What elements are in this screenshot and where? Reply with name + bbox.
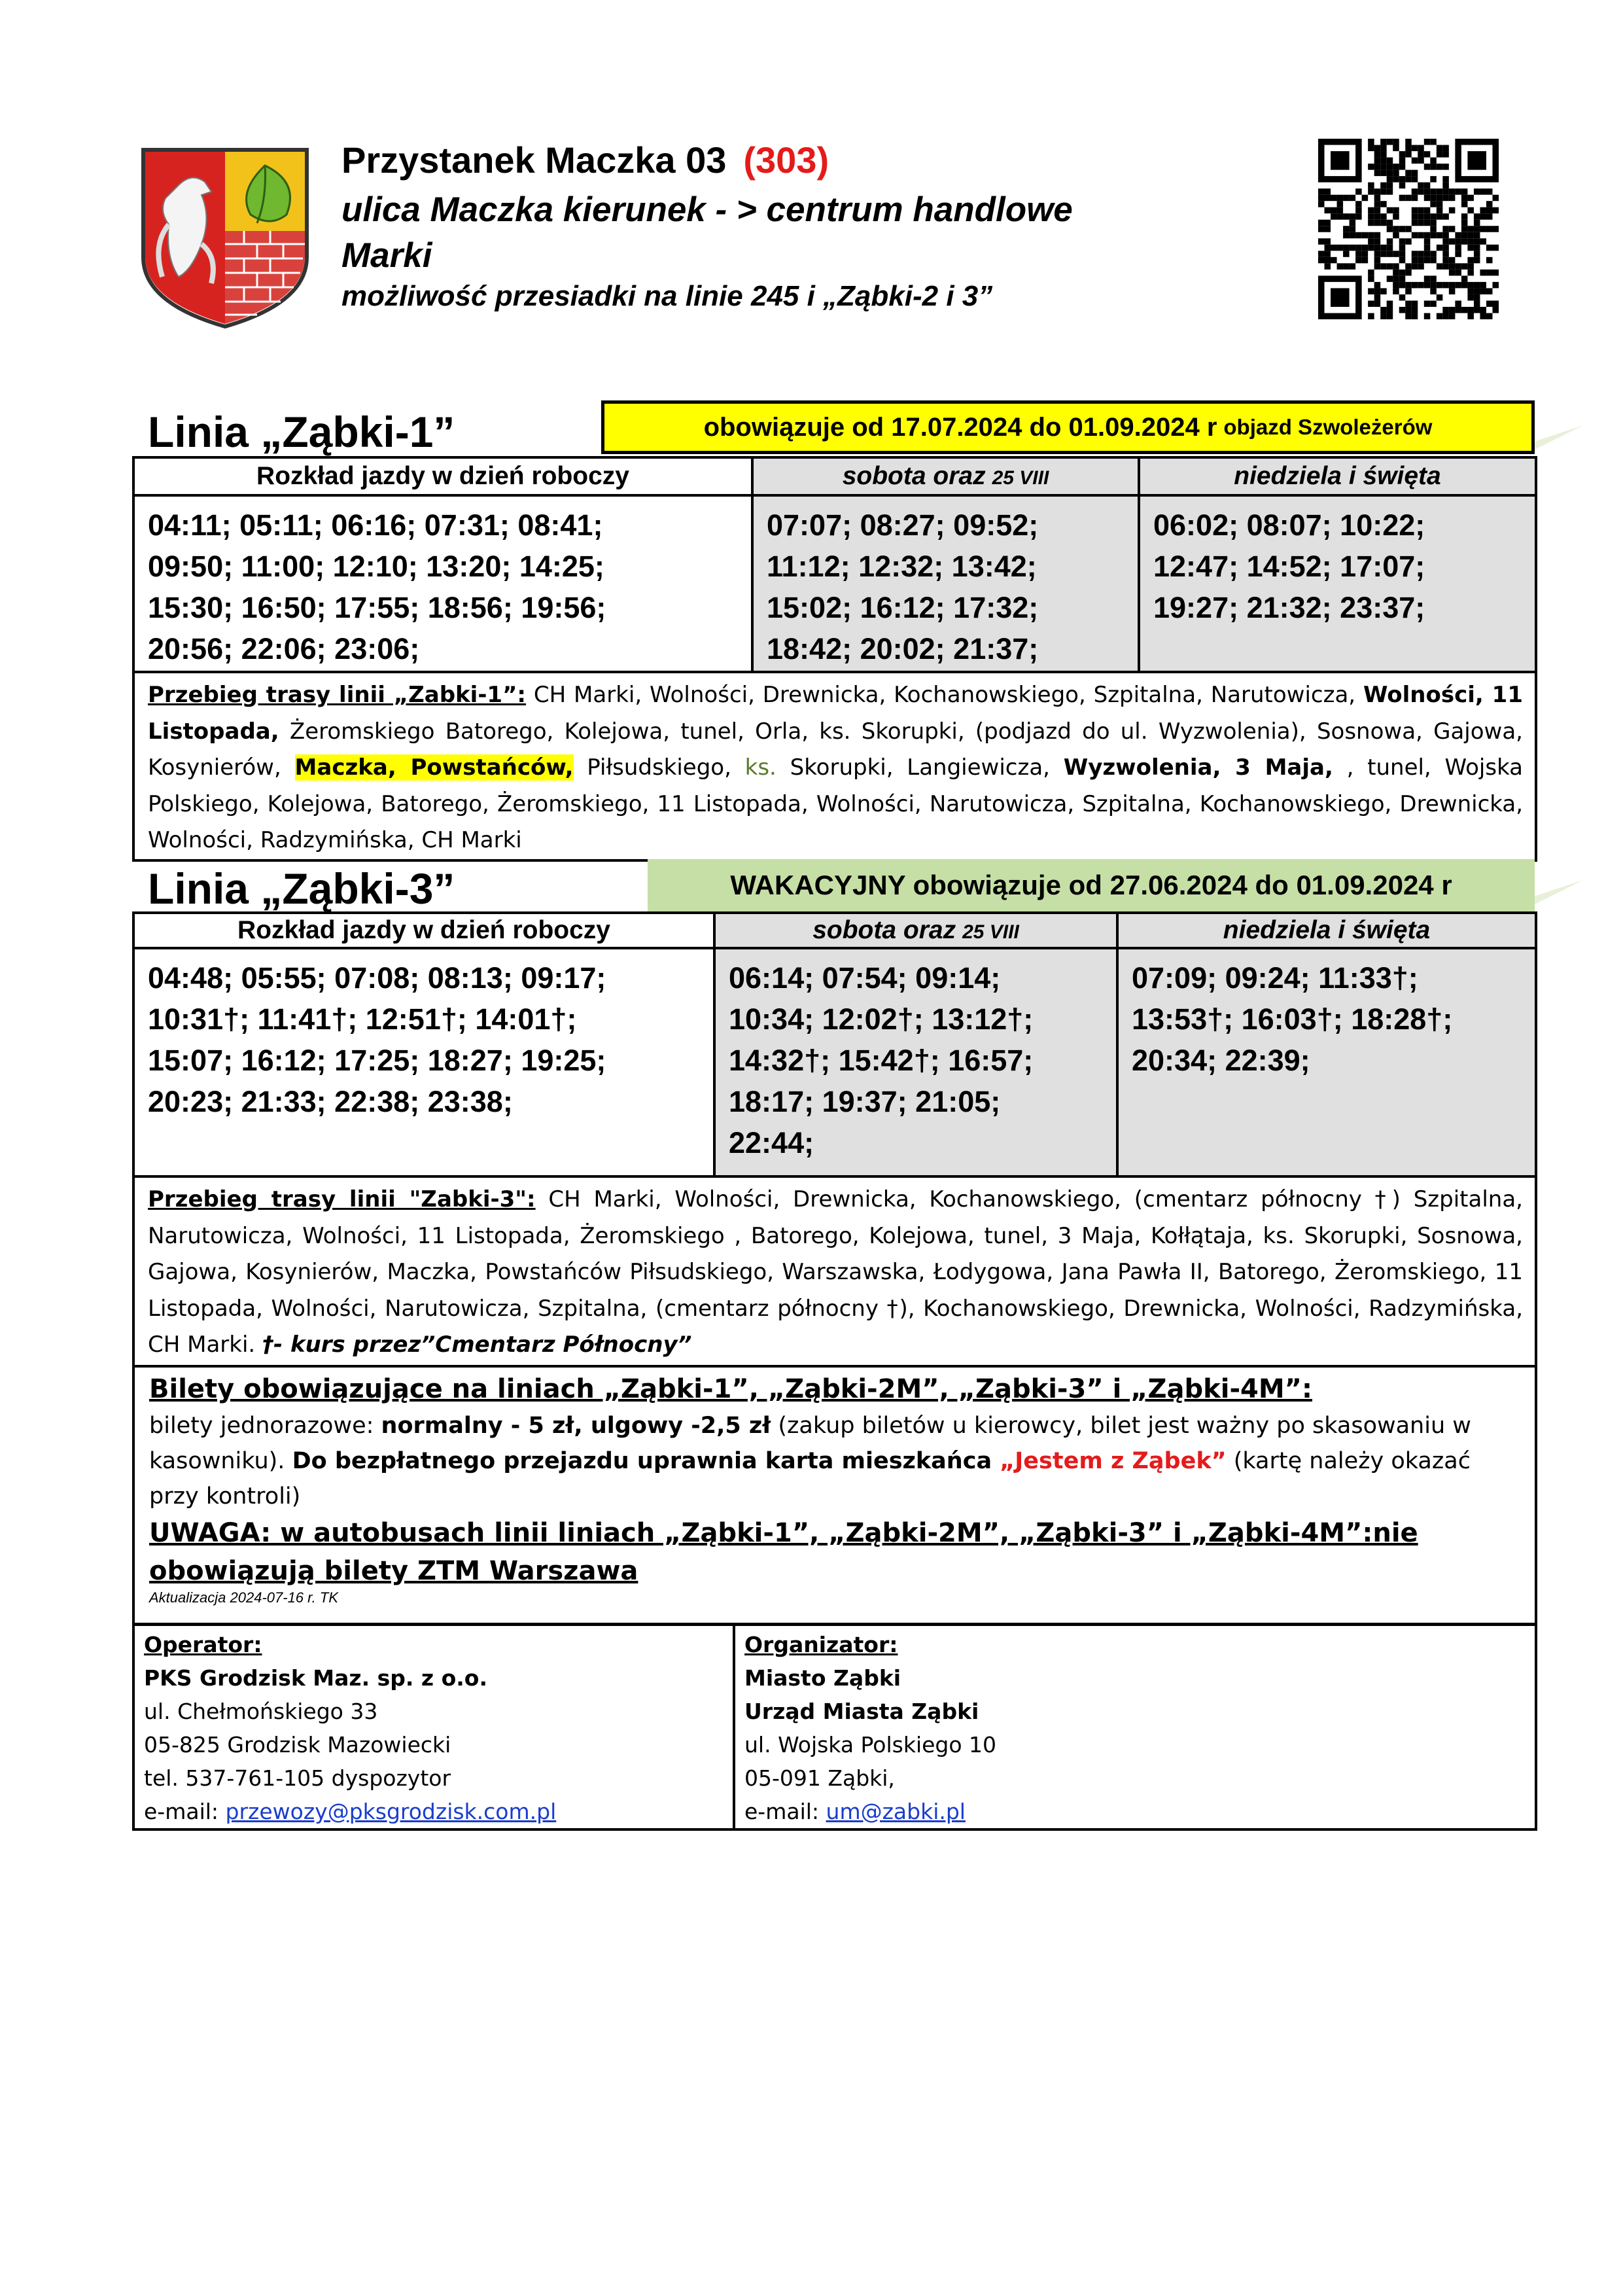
saturday-header-label: sobota oraz bbox=[842, 462, 986, 490]
stop-number: (303) bbox=[743, 139, 829, 181]
operator-phone: tel. 537-761-105 dyspozytor bbox=[144, 1765, 451, 1791]
organizer-office: Urząd Miasta Ząbki bbox=[744, 1699, 979, 1724]
sunday-header: niedziela i święta bbox=[1139, 457, 1536, 495]
route-text: CH Marki, Wolności, Drewnicka, Kochanowskiego, Szpitalna, Narutowicza, bbox=[526, 682, 1363, 708]
organizer-label: Organizator: bbox=[744, 1632, 898, 1657]
route-text: Piłsudskiego, bbox=[573, 754, 745, 781]
saturday-times: 06:14; 07:54; 09:14; 10:34; 12:02†; 13:12†; 14:32†; 15:42†; 16:57; 18:17; 19:37; 21:05; 22:44; bbox=[714, 948, 1117, 1176]
route-text: , tunel, Wojska Polskiego, Kolejowa, Batorego, Żeromskiego, 11 Listopada, Wolności, Narutowicza, Szpitalna, Kochanowskiego, Drewnicka, Wolności, Radzymińska, CH Marki bbox=[148, 754, 1523, 853]
update-date: Aktualizacja 2024-07-16 r. TK bbox=[149, 1589, 338, 1606]
operator-info bbox=[133, 1624, 734, 1829]
weekday-times: 04:11; 05:11; 06:16; 07:31; 08:41; 09:50; 11:00; 12:10; 13:20; 14:25; 15:30; 16:50; 17:55; 18:56; 19:56; 20:56; 22:06; 23:06; bbox=[133, 495, 752, 672]
line1-validity-text: obowiązuje od 17.07.2024 do 01.09.2024 r bbox=[703, 412, 1217, 442]
route-text: CH Marki, Wolności, Drewnicka, Kochanowskiego, (cmentarz północny †) Szpitalna, Narutowicza, Wolności, 11 Listopada, Żeromskiego , Batorego, Kolejowa, tunel, 3 Maja, Kołłątaja, ks. Skorupki, Sosnowa, Gajowa, Kosynierów, Maczka, Powstańców Piłsudskiego, Warszawska, Łodygowa, Jana Pawła II, Batorego, Żeromskiego, 11 Listopada, Wolności, Narutowicza, Szpitalna, (cmentarz północny †), Kochanowskiego, Drewnicka, Wolności, Radzymińska, CH Marki. bbox=[148, 1186, 1523, 1358]
route-label: Przebieg trasy linii „Zabki-1”: bbox=[148, 682, 527, 708]
stop-name: Przystanek Maczka 03 bbox=[341, 139, 727, 181]
operator-email-link[interactable]: przewozy@pksgrodzisk.com.pl bbox=[225, 1799, 557, 1824]
route-current-stop-highlight: Maczka, Powstańców, bbox=[294, 754, 574, 781]
sunday-times: 06:02; 08:07; 10:22; 12:47; 14:52; 17:07; 19:27; 21:32; 23:37; bbox=[1139, 495, 1536, 672]
line1-validity-note: objazd Szwoleżerów bbox=[1223, 415, 1433, 439]
weekday-times: 04:48; 05:55; 07:08; 08:13; 09:17; 10:31†; 11:41†; 12:51†; 14:01†; 15:07; 16:12; 17:25; 18:27; 19:25; 20:23; 21:33; 22:38; 23:38; bbox=[133, 948, 714, 1176]
weekday-header: Rozkład jazdy w dzień roboczy bbox=[133, 457, 752, 495]
organizer-email-row bbox=[744, 1795, 1526, 1828]
tickets-body bbox=[149, 1408, 1523, 1514]
ticket-prices: normalny - 5 zł, ulgowy -2,5 zł bbox=[381, 1413, 771, 1439]
line3-timetable bbox=[132, 911, 1537, 1626]
route-label: Przebieg trasy linii "Zabki-3": bbox=[148, 1186, 536, 1212]
sunday-header: niedziela i święta bbox=[1117, 913, 1536, 948]
ztm-warning: UWAGA: w autobusach linii liniach „Ząbki-1”, „Ząbki-2M”, „Ząbki-3” i „Ząbki-4M”:nie obowiązują bilety ZTM Warszawa bbox=[149, 1518, 1418, 1586]
operator-name: PKS Grodzisk Maz. sp. z o.o. bbox=[144, 1665, 488, 1691]
line1-validity-banner bbox=[601, 400, 1535, 454]
transfer-note: możliwość przesiadki na linie 245 i „Ząbki-2 i 3” bbox=[341, 280, 993, 312]
tickets-free-ride: Do bezpłatnego przejazdu uprawnia karta mieszkańca bbox=[292, 1448, 1000, 1474]
line3-validity-banner bbox=[648, 859, 1535, 911]
route-bold: Wyzwolenia, 3 Maja, bbox=[1063, 754, 1333, 781]
route-cemetery-note: †- kurs przez”Cmentarz Północny” bbox=[262, 1332, 692, 1358]
line1-title: Linia „Ząbki-1” bbox=[148, 408, 455, 456]
line1-timetable bbox=[132, 456, 1537, 862]
organizer-street: ul. Wojska Polskiego 10 bbox=[744, 1732, 997, 1757]
tickets-text: (kartę należy okazać przy kontroli) bbox=[149, 1448, 1471, 1510]
saturday-header-label: sobota oraz bbox=[812, 916, 956, 944]
organizer-name: Miasto Ząbki bbox=[744, 1665, 901, 1691]
city-crest-icon bbox=[139, 146, 311, 330]
contacts-table bbox=[132, 1623, 1537, 1831]
direction-text: ulica Maczka kierunek - > centrum handlowe bbox=[341, 190, 1073, 229]
tickets-text: (zakup biletów u kierowcy, bilet jest ważny po skasowaniu w kasowniku). bbox=[149, 1413, 1471, 1474]
line3-route bbox=[133, 1176, 1536, 1366]
operator-email-row bbox=[144, 1795, 724, 1828]
resident-card-name: „Jestem z Ząbek” bbox=[1000, 1448, 1227, 1474]
saturday-header-note: 25 VIII bbox=[962, 921, 1019, 943]
saturday-header-note: 25 VIII bbox=[992, 467, 1049, 489]
line3-title: Linia „Ząbki-3” bbox=[148, 864, 455, 913]
tickets-heading: Bilety obowiązujące na liniach „Ząbki-1”, „Ząbki-2M”, „Ząbki-3” i „Ząbki-4M”: bbox=[149, 1374, 1312, 1404]
saturday-header bbox=[714, 913, 1117, 948]
tickets-text: bilety jednorazowe: bbox=[149, 1413, 381, 1439]
line1-route bbox=[133, 672, 1536, 860]
organizer-email-link[interactable]: um@zabki.pl bbox=[826, 1799, 966, 1824]
line3-validity-text: WAKACYJNY obowiązuje od 27.06.2024 do 01.09.2024 r bbox=[730, 870, 1452, 900]
sunday-times: 07:09; 09:24; 11:33†; 13:53†; 16:03†; 18:28†; 20:34; 22:39; bbox=[1117, 948, 1536, 1176]
route-text: Żeromskiego Batorego, Kolejowa, tunel, Orla, ks. Skorupki, (podjazd do ul. Wyzwolenia), Sosnowa, Gajowa, Kosynierów, bbox=[148, 718, 1523, 781]
organizer-info bbox=[734, 1624, 1536, 1829]
operator-city: 05-825 Grodzisk Mazowiecki bbox=[144, 1732, 451, 1757]
route-text: Skorupki, Langiewicza, bbox=[776, 754, 1064, 781]
qr-code-icon bbox=[1318, 139, 1499, 319]
city-text: Marki bbox=[341, 236, 432, 275]
saturday-header bbox=[752, 457, 1139, 495]
route-bold: Wolności, 11 Listopada, bbox=[148, 682, 1523, 745]
email-label: e-mail: bbox=[144, 1799, 226, 1824]
operator-label: Operator: bbox=[144, 1632, 262, 1657]
stop-title bbox=[341, 139, 829, 181]
tickets-section bbox=[133, 1366, 1536, 1625]
route-text: ks. bbox=[744, 754, 777, 781]
email-label: e-mail: bbox=[744, 1799, 826, 1824]
weekday-header: Rozkład jazdy w dzień roboczy bbox=[133, 913, 714, 948]
organizer-city: 05-091 Ząbki, bbox=[744, 1765, 895, 1791]
operator-street: ul. Chełmońskiego 33 bbox=[144, 1699, 378, 1724]
saturday-times: 07:07; 08:27; 09:52; 11:12; 12:32; 13:42; 15:02; 16:12; 17:32; 18:42; 20:02; 21:37; bbox=[752, 495, 1139, 672]
